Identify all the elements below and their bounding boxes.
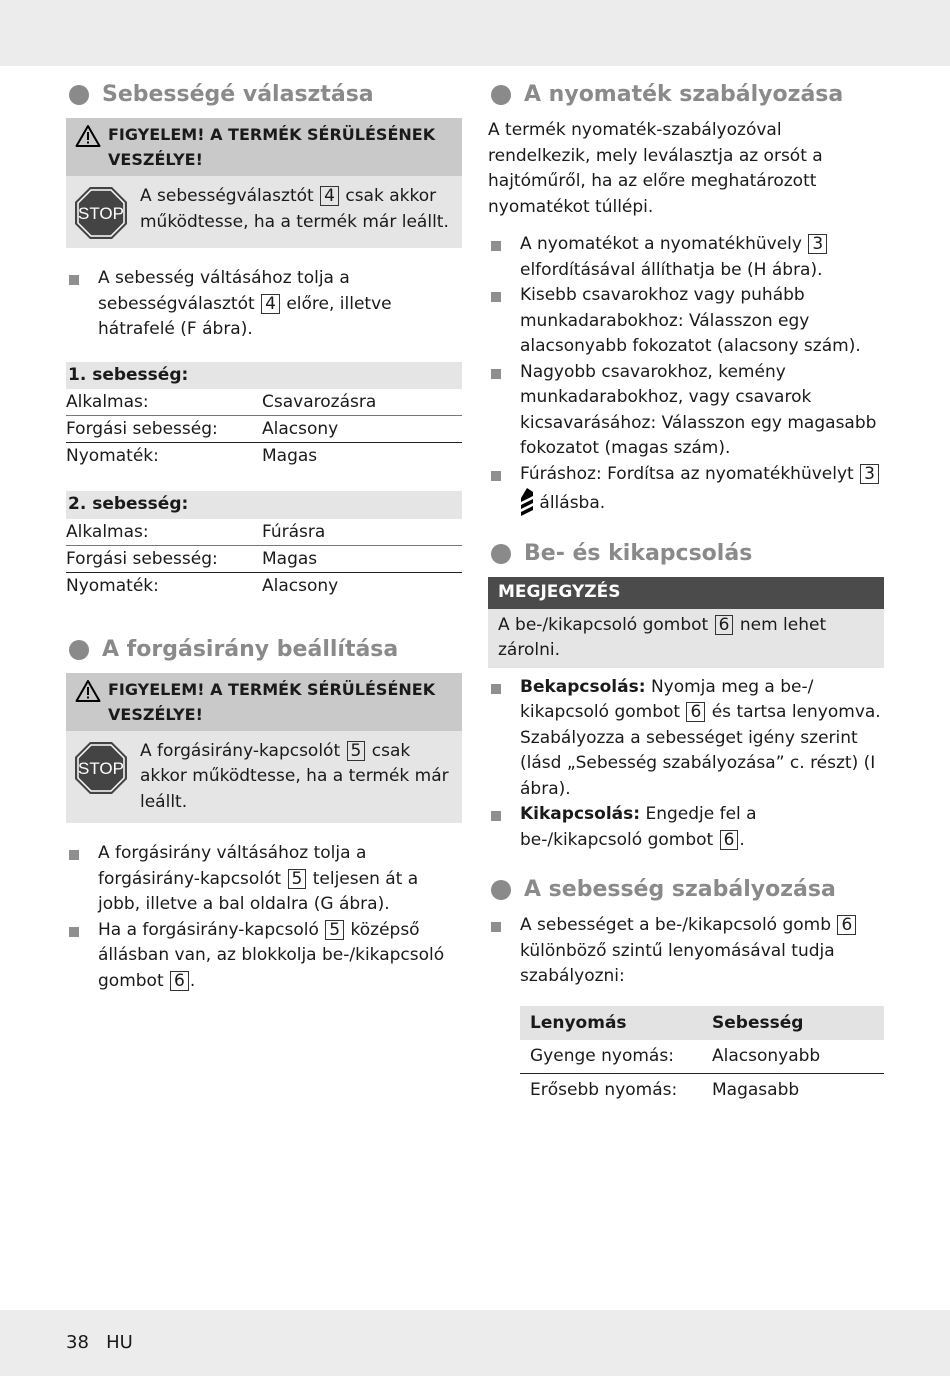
bullet-list: [66, 841, 462, 994]
table-row: Forgási sebesség: Magas: [66, 546, 462, 573]
part-number-box: 3: [860, 464, 879, 484]
bullet-dot-icon: [69, 640, 89, 660]
drill-bit-icon: [520, 487, 534, 517]
part-number-box: 4: [320, 186, 339, 206]
list-item: Kisebb csavarokhoz vagy puhább munkadarabokhoz: Válasszon egy alacsonyabb fokozatot (alacsony szám).: [488, 283, 884, 360]
note-box: [488, 577, 884, 668]
bullet-dot-icon: [491, 880, 511, 900]
list-item: Bekapcsolás: Nyomja meg a be-/ kikapcsoló gombot 6 és tartsa lenyomva. Szabályozza a sebességet igény szerint (lásd „Sebesség szabályozása” c. részt) (I ábra).: [488, 675, 884, 803]
bullet-dot-icon: [69, 85, 89, 105]
bullet-list: [488, 913, 884, 990]
warning-body: [66, 731, 462, 824]
table-row: Nyomaték: Magas: [66, 446, 318, 466]
list-item: Fúráshoz: Fordítsa az nyomatékhüvelyt 3 állásba.: [488, 462, 884, 518]
list-item: A forgásirány váltásához tolja a forgásirány-kapcsolót 5 teljesen át a jobb, illetve a bal oldalra (G ábra).: [66, 841, 462, 918]
part-number-box: 6: [837, 915, 856, 935]
svg-text:STOP: STOP: [78, 204, 124, 223]
part-number-box: 4: [261, 294, 280, 314]
top-bar: [0, 0, 950, 66]
warning-text: A forgásirány-kapcsolót 5 csak akkor működtesse, ha a termék már leállt.: [140, 740, 449, 812]
warning-text: A sebességválasztót 4 csak akkor működtesse, ha a termék már leállt.: [140, 186, 449, 232]
note-body: A be-/kikapcsoló gombot 6 nem lehet zárolni.: [488, 609, 884, 668]
left-column: [66, 80, 462, 994]
footer-bar: [0, 1310, 950, 1376]
part-number-box: 6: [720, 830, 739, 850]
warning-triangle-icon: [75, 679, 101, 703]
stop-sign-icon: [74, 186, 128, 240]
press-speed-table: [520, 1006, 884, 1107]
bullet-dot-icon: [491, 85, 511, 105]
section-heading-speed-select: Sebességé választása: [66, 80, 462, 110]
part-number-box: 5: [347, 741, 366, 761]
note-title: MEGJEGYZÉS: [488, 577, 884, 609]
table-row: Forgási sebesség: Alacsony: [66, 416, 462, 443]
section-heading-speed-control: A sebesség szabályozása: [488, 875, 884, 905]
stop-sign-icon: [74, 741, 128, 795]
table-row: Alkalmas: Csavarozásra: [66, 389, 462, 416]
part-number-box: 6: [170, 971, 189, 991]
speed-1-table: [66, 362, 462, 470]
page-number: 38 HU: [66, 1332, 133, 1353]
list-item: Kikapcsolás: Engedje fel a be-/kikapcsoló gombot 6 .: [488, 802, 884, 853]
speed-2-title: 2. sebesség:: [66, 491, 462, 519]
bullet-dot-icon: [491, 544, 511, 564]
list-item: A sebesség váltásához tolja a sebességválasztót 4 előre, illetve hátrafelé (F ábra).: [66, 266, 462, 343]
part-number-box: 3: [808, 234, 827, 254]
warning-box: [66, 118, 462, 248]
part-number-box: 5: [325, 920, 344, 940]
list-item: Ha a forgásirány-kapcsoló 5 középső állásban van, az blokkolja be-/kikapcsoló gombot 6 .: [66, 918, 462, 995]
section-heading-rotation: A forgásirány beállítása: [66, 635, 462, 665]
section-heading-on-off: Be- és kikapcsolás: [488, 539, 884, 569]
warning-box: [66, 673, 462, 824]
section-heading-torque: A nyomaték szabályozása: [488, 80, 884, 110]
list-item: A nyomatékot a nyomatékhüvely 3 elfordításával állíthatja be (H ábra).: [488, 232, 884, 283]
list-item: Nagyobb csavarokhoz, kemény munkadarabokhoz, vagy csavarok kicsavarásához: Válasszon egy magasabb fokozatot (magas szám).: [488, 360, 884, 462]
part-number-box: 5: [288, 869, 307, 889]
table-row: Gyenge nyomás: Alacsonyabb: [520, 1040, 884, 1074]
speed-1-title: 1. sebesség:: [66, 362, 462, 390]
warning-triangle-icon: [75, 124, 101, 148]
part-number-box: 6: [715, 615, 734, 635]
part-number-box: 6: [686, 702, 705, 722]
warning-body: [66, 176, 462, 248]
speed-2-table: [66, 491, 462, 599]
table-header: Lenyomás Sebesség: [520, 1006, 884, 1040]
table-row: Erősebb nyomás: Magasabb: [530, 1079, 800, 1100]
warning-title: FIGYELEM! A TERMÉK SÉRÜLÉSÉNEK VESZÉLYE!: [66, 673, 462, 731]
svg-text:STOP: STOP: [78, 758, 124, 778]
bullet-list: [488, 232, 884, 517]
bullet-list: [66, 266, 462, 343]
table-row: Nyomaték: Alacsony: [66, 575, 339, 596]
bullet-list: [488, 675, 884, 854]
list-item: A sebességet a be-/kikapcsoló gomb 6 különböző szintű lenyomásával tudja szabályozni:: [488, 913, 884, 990]
right-column: [488, 80, 884, 1107]
table-row: Alkalmas: Fúrásra: [66, 519, 462, 546]
torque-intro: A termék nyomaték-szabályozóval rendelkezik, mely leválasztja az orsót a hajtóműről, ha az előre meghatározott nyomatékot túllépi.: [488, 120, 823, 217]
warning-title: FIGYELEM! A TERMÉK SÉRÜLÉSÉNEK VESZÉLYE!: [66, 118, 462, 176]
